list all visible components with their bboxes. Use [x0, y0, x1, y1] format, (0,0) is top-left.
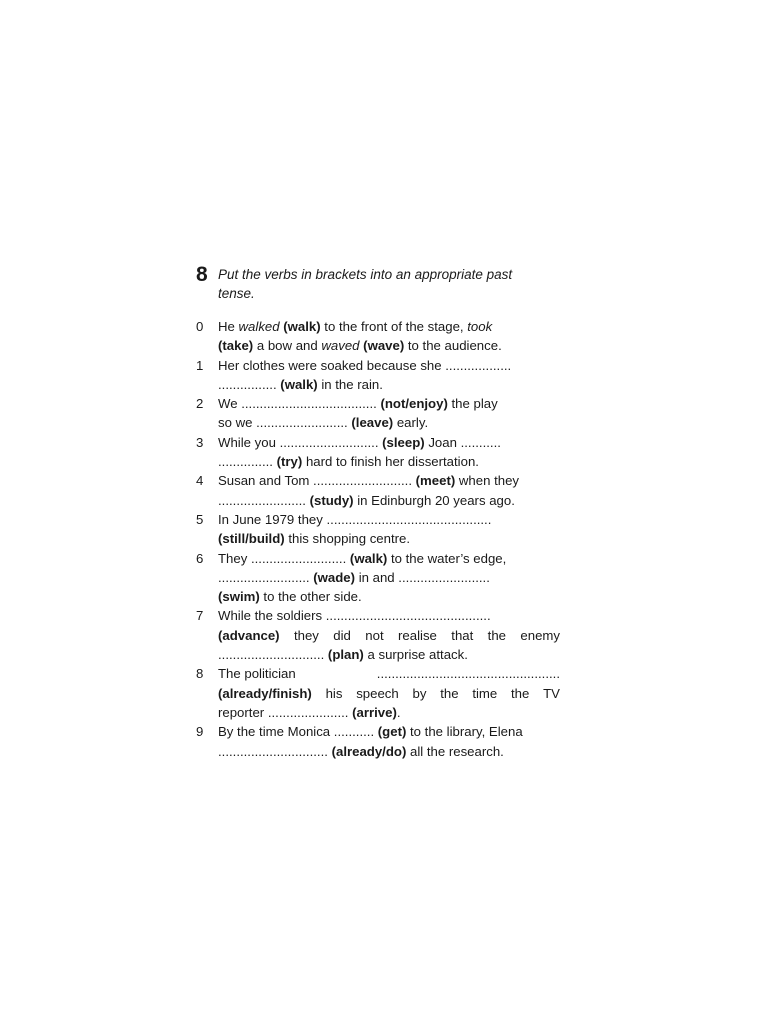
- item-line: [218, 529, 560, 548]
- exercise-instruction: [218, 264, 512, 303]
- word: speech: [356, 685, 399, 701]
- verb-prompt: (try): [276, 454, 303, 470]
- item-line: [218, 742, 560, 761]
- item-line: [218, 336, 560, 355]
- example-answer: waved: [321, 338, 360, 354]
- item-number: 9: [196, 724, 204, 740]
- blank: ...............: [218, 454, 277, 470]
- word: the: [440, 685, 459, 701]
- text: hard to finish her dissertation.: [302, 454, 479, 470]
- text: to the front of the stage,: [320, 319, 468, 334]
- text: .: [396, 704, 401, 720]
- text: to the audience.: [404, 338, 502, 354]
- item-line: [218, 703, 560, 722]
- text: to the other side.: [259, 589, 362, 605]
- blank: ................: [218, 376, 281, 392]
- verb-prompt: (take): [218, 338, 254, 354]
- blank: .........................: [218, 569, 314, 585]
- word: enemy: [520, 627, 560, 643]
- item-text: [218, 317, 560, 356]
- verb-prompt: (not/enjoy): [380, 396, 448, 412]
- text: He: [218, 319, 239, 334]
- text: a surprise attack.: [363, 647, 468, 663]
- text: They ..........................: [218, 550, 350, 566]
- item-number: 4: [196, 473, 204, 489]
- text: Susan and Tom ...........................: [218, 473, 416, 489]
- verb-prompt: (already/finish): [218, 685, 312, 701]
- word: time: [472, 685, 498, 701]
- item-text: [218, 356, 560, 395]
- exercise-item: [196, 549, 560, 607]
- exercise-item: [196, 471, 560, 510]
- text: in and .........................: [355, 569, 490, 585]
- text: a bow and: [253, 338, 322, 354]
- text: to the water’s edge,: [387, 550, 507, 566]
- exercise-item: [196, 510, 560, 549]
- word: TV: [543, 685, 560, 701]
- item-line: [218, 626, 560, 645]
- verb-prompt: (advance): [218, 627, 280, 643]
- item-line: In June 1979 they .............................................: [218, 511, 492, 527]
- verb-prompt: (wave): [363, 338, 405, 354]
- exercise-number: 8: [196, 263, 208, 286]
- item-line: [218, 413, 560, 432]
- example-answer: walked: [238, 319, 280, 334]
- item-number: 6: [196, 550, 204, 566]
- text: By the time Monica ...........: [218, 724, 378, 740]
- exercise-item: [196, 664, 560, 722]
- item-number: 0: [196, 319, 204, 334]
- text: the play: [447, 396, 498, 412]
- verb-prompt: (walk): [283, 319, 321, 334]
- verb-prompt: (still/build): [218, 531, 285, 547]
- verb-prompt: (walk): [349, 550, 388, 566]
- item-line: [218, 568, 560, 587]
- blank: .............................: [218, 647, 328, 663]
- exercise-item: [196, 394, 560, 433]
- item-line: [218, 645, 560, 664]
- exercise-items: [196, 317, 560, 761]
- instruction-line: Put the verbs in brackets into an appropriate past: [218, 267, 513, 282]
- item-line: [218, 394, 560, 413]
- text: all the research.: [406, 743, 504, 759]
- blank: ........................: [218, 492, 310, 508]
- item-text: [218, 664, 560, 722]
- verb-prompt: (sleep): [382, 434, 425, 450]
- word: the: [511, 685, 530, 701]
- word: that: [451, 627, 474, 643]
- exercise-item: [196, 356, 560, 395]
- text: so we .........................: [218, 415, 352, 431]
- text: early.: [393, 415, 429, 431]
- instruction-line: tense.: [218, 286, 255, 301]
- text: Joan ...........: [424, 434, 501, 450]
- word: his: [325, 685, 343, 701]
- item-text: [218, 549, 560, 607]
- item-number: 1: [196, 357, 204, 373]
- item-line: [218, 375, 560, 394]
- item-text: [218, 394, 560, 433]
- word: by: [412, 685, 427, 701]
- word: not: [365, 627, 384, 643]
- item-line: [218, 452, 560, 471]
- verb-prompt: (study): [309, 492, 354, 508]
- verb-prompt: (meet): [415, 473, 456, 489]
- text: in Edinburgh 20 years ago.: [353, 492, 515, 508]
- item-line: [218, 722, 560, 741]
- item-number: 8: [196, 666, 204, 682]
- verb-prompt: (already/do): [331, 743, 407, 759]
- text: this shopping centre.: [284, 531, 411, 547]
- text: The politician: [218, 666, 296, 682]
- item-text: [218, 606, 560, 664]
- item-line: Her clothes were soaked because she ..................: [218, 357, 512, 373]
- item-line: [218, 471, 560, 490]
- word: did: [333, 627, 351, 643]
- item-line: [218, 433, 560, 452]
- exercise-header: [196, 264, 560, 303]
- text: in the rain.: [317, 376, 383, 392]
- word: they: [293, 627, 319, 643]
- exercise-item: [196, 606, 560, 664]
- verb-prompt: (get): [377, 724, 407, 740]
- text: We .....................................: [218, 396, 381, 412]
- item-number: 3: [196, 434, 204, 450]
- verb-prompt: (swim): [218, 589, 260, 605]
- blank: ..................................................: [376, 666, 560, 682]
- item-line: [218, 317, 560, 336]
- item-number: 5: [196, 511, 204, 527]
- item-text: [218, 433, 560, 472]
- item-line: [218, 664, 560, 683]
- verb-prompt: (arrive): [352, 704, 397, 720]
- item-line: [218, 684, 560, 703]
- item-line: [218, 587, 560, 606]
- item-text: [218, 722, 560, 761]
- item-text: [218, 510, 560, 549]
- exercise-item: [196, 433, 560, 472]
- verb-prompt: (walk): [280, 376, 318, 392]
- verb-prompt: (leave): [351, 415, 394, 431]
- exercise-item: [196, 317, 560, 356]
- blank: ..............................: [218, 743, 332, 759]
- item-text: [218, 471, 560, 510]
- item-line: [218, 491, 560, 510]
- exercise-8: [196, 264, 560, 761]
- item-number: 2: [196, 396, 204, 412]
- verb-prompt: (plan): [327, 647, 364, 663]
- text: to the library, Elena: [406, 724, 523, 740]
- text: reporter ......................: [218, 704, 353, 720]
- text: when they: [455, 473, 520, 489]
- word: realise: [398, 627, 437, 643]
- text: While you ...........................: [218, 434, 383, 450]
- verb-prompt: (wade): [313, 569, 356, 585]
- item-line: [218, 549, 560, 568]
- word: the: [487, 627, 507, 643]
- example-answer: took: [467, 319, 493, 334]
- item-number: 7: [196, 608, 204, 624]
- item-line: While the soldiers .............................................: [218, 608, 491, 624]
- exercise-item: [196, 722, 560, 761]
